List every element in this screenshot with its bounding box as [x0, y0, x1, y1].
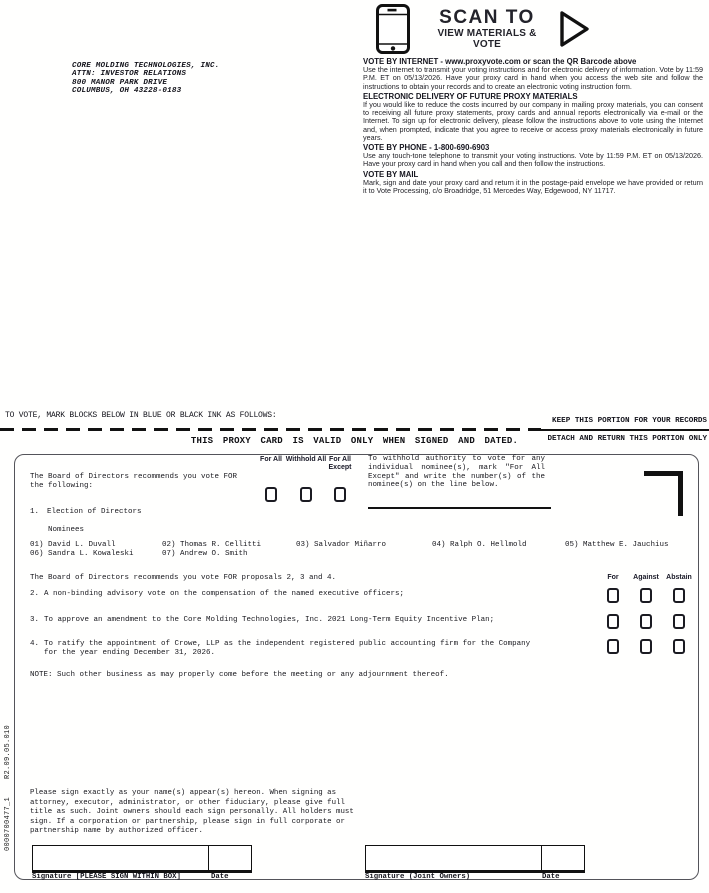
address-line: ATTN: INVESTOR RELATIONS	[72, 70, 187, 79]
proposal-3-number: 3.	[30, 616, 40, 624]
proposal-3-text: To approve an amendment to the Core Molding Technologies, Inc. 2021 Long-Term Equity Incentive Plan;	[44, 616, 495, 624]
checkbox-p2-against[interactable]	[640, 588, 652, 603]
address-line: CORE MOLDING TECHNOLOGIES, INC.	[72, 62, 220, 70]
arrow-right-icon	[560, 10, 591, 48]
perforation-dashed-line	[0, 428, 541, 431]
column-header-for: For	[607, 574, 619, 581]
signature-joint-field[interactable]	[366, 846, 541, 870]
nominee-06: 06) Sandra L. Kowaleski	[30, 550, 134, 558]
date-joint-label: Date	[542, 873, 560, 881]
column-header-against: Against	[633, 574, 659, 581]
column-header-for-all-except: For All Except	[328, 456, 352, 471]
nominee-07: 07) Andrew O. Smith	[162, 550, 248, 558]
date-primary-label: Date	[211, 873, 229, 881]
scan-subtitle: VIEW MATERIALS & VOTE	[437, 28, 537, 50]
detach-portion-label: DETACH AND RETURN THIS PORTION ONLY	[547, 435, 707, 443]
signature-joint-box	[365, 845, 585, 873]
scan-banner	[376, 4, 591, 54]
withhold-authority-note: To withhold authority to vote for any individual nominee(s), mark "For All Except" and write the number(s) of the nominee(s) on the line below.	[368, 455, 545, 490]
nominee-05: 05) Matthew E. Jauchius	[565, 541, 669, 549]
proposal-1-title: Election of Directors	[47, 508, 142, 516]
column-header-abstain: Abstain	[666, 574, 692, 581]
proposal-1-number: 1.	[30, 508, 40, 516]
voting-instructions	[363, 57, 703, 196]
proposal-4-text: To ratify the appointment of Crowe, LLP as the independent registered public accounting firm for the Company for the year ending December 31, 2026.	[44, 640, 531, 657]
checkbox-p3-abstain[interactable]	[673, 614, 685, 629]
vote-by-phone-heading: VOTE BY PHONE - 1-800-690-6903	[363, 143, 490, 153]
nominees-label: Nominees	[48, 526, 85, 534]
scan-title: SCAN TO	[439, 7, 535, 28]
signature-joint-label: Signature (Joint Owners)	[365, 873, 471, 881]
checkbox-p2-for[interactable]	[607, 588, 619, 603]
vote-by-phone-body: Use any touch-tone telephone to transmit your voting instructions. Vote by 11:59 P.M. ET on 05/13/2026. Have your proxy card in hand when you call and then follow the instructions.	[363, 151, 703, 169]
nominee-03: 03) Salvador Miñarro	[296, 541, 387, 549]
checkbox-p4-abstain[interactable]	[673, 639, 685, 654]
signature-primary-field[interactable]	[33, 846, 208, 870]
signature-primary-label: Signature [PLEASE SIGN WITHIN BOX]	[32, 873, 181, 881]
keep-portion-underline	[541, 429, 709, 431]
mark-blocks-instruction: TO VOTE, MARK BLOCKS BELOW IN BLUE OR BLACK INK AS FOLLOWS:	[5, 411, 277, 420]
sign-instruction: Please sign exactly as your name(s) appear(s) hereon. When signing as attorney, executor, administrator, or other fiduciary, please give full title as such. Joint owners should each sign personally. All holders must sign. If a corporation or partnership, please sign in full corporate or partnership name by authorized officer.	[30, 789, 354, 836]
checkbox-p3-for[interactable]	[607, 614, 619, 629]
control-number-vertical: 0000700477_1 R2.09.05.010	[4, 724, 12, 851]
checkbox-p4-for[interactable]	[607, 639, 619, 654]
signature-primary-box	[32, 845, 252, 873]
company-address	[72, 62, 219, 96]
other-business-note: NOTE: Such other business as may properly come before the meeting or any adjournment thereof.	[30, 671, 449, 679]
column-header-withhold-all: Withhold All	[285, 456, 327, 463]
valid-when-signed-note: THIS PROXY CARD IS VALID ONLY WHEN SIGNED AND DATED.	[190, 436, 519, 446]
board-recommendation-proposals: The Board of Directors recommends you vote FOR proposals 2, 3 and 4.	[30, 574, 337, 582]
address-line: 800 MANOR PARK DRIVE	[72, 78, 168, 87]
checkbox-withhold-all[interactable]	[300, 487, 312, 502]
vote-by-internet-body: Use the internet to transmit your voting instructions and for electronic delivery of information. Vote by 11:59 P.M. ET on 05/13/2026. Have your proxy card in hand when you access the web site and follow the instructions to obtain your records and to create an electronic voting instruction form.	[363, 65, 703, 91]
scan-banner-text	[424, 8, 550, 50]
smartphone-icon	[376, 4, 410, 54]
checkbox-p3-against[interactable]	[640, 614, 652, 629]
vote-by-mail-heading: VOTE BY MAIL	[363, 169, 419, 179]
proposal-2-number: 2.	[30, 590, 40, 598]
proposal-2-text: A non-binding advisory vote on the compensation of the named executive officers;	[44, 590, 405, 598]
checkbox-p4-against[interactable]	[640, 639, 652, 654]
board-recommendation-intro: The Board of Directors recommends you vote FOR the following:	[30, 473, 238, 490]
nominee-exception-line[interactable]	[368, 507, 551, 509]
vote-by-internet-heading: VOTE BY INTERNET - www.proxyvote.com or scan the QR Barcode above	[363, 57, 637, 66]
nominee-04: 04) Ralph O. Hellmold	[432, 541, 527, 549]
address-line: COLUMBUS, OH 43228-0183	[72, 87, 182, 96]
nominee-02: 02) Thomas R. Cellitti	[162, 541, 262, 549]
date-primary-field[interactable]	[208, 846, 251, 870]
proposal-4-number: 4.	[30, 640, 40, 648]
nominee-01: 01) David L. Duvall	[30, 541, 116, 549]
corner-registration-mark	[644, 471, 683, 516]
electronic-delivery-body: If you would like to reduce the costs incurred by our company in mailing proxy materials, you can consent to receiving all future proxy statements, proxy cards and annual reports electronically via e-mail or the Internet. To sign up for electronic delivery, please follow the instructions above to vote using the Internet and, when prompted, indicate that you agree to receive or access proxy materials electronically in future years.	[363, 100, 703, 142]
keep-portion-label: KEEP THIS PORTION FOR YOUR RECORDS	[552, 417, 707, 425]
checkbox-p2-abstain[interactable]	[673, 588, 685, 603]
electronic-delivery-heading: ELECTRONIC DELIVERY OF FUTURE PROXY MATERIALS	[363, 91, 578, 101]
date-joint-field[interactable]	[541, 846, 584, 870]
vote-by-mail-body: Mark, sign and date your proxy card and return it in the postage-paid envelope we have provided or return it to Vote Processing, c/o Broadridge, 51 Mercedes Way, Edgewood, NY 11717.	[363, 177, 703, 196]
column-header-for-all: For All	[260, 456, 282, 463]
checkbox-for-all[interactable]	[265, 487, 277, 502]
checkbox-for-all-except[interactable]	[334, 487, 346, 502]
